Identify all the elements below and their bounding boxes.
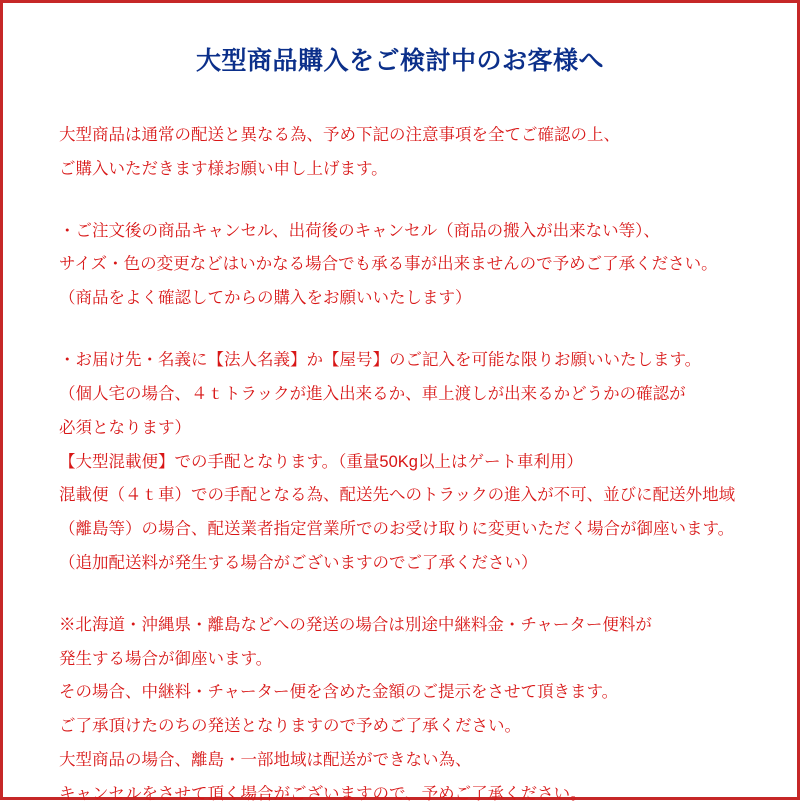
paragraph-intro bbox=[59, 119, 767, 187]
text-line: （追加配送料が発生する場合がございますのでご了承ください） bbox=[59, 553, 538, 572]
text-line: （個人宅の場合、４ｔトラックが進入出来るか、車上渡しが出来るかどうかの確認が bbox=[59, 384, 686, 403]
text-line: ・お届け先・名義に【法人名義】か【屋号】のご記入を可能な限りお願いいたします。 bbox=[59, 351, 702, 370]
paragraph-cancel-policy bbox=[59, 215, 767, 316]
text-line: （商品をよく確認してからの購入をお願いいたします） bbox=[59, 289, 472, 308]
text-line: ・ご注文後の商品キャンセル、出荷後のキャンセル（商品の搬入が出来ない等）、 bbox=[59, 221, 660, 240]
text-line: 大型商品は通常の配送と異なる為、予め下記の注意事項を全てご確認の上、 bbox=[59, 126, 620, 144]
text-line: 大型商品の場合、離島・一部地域は配送ができない為、 bbox=[59, 751, 472, 769]
document-inner bbox=[3, 3, 797, 803]
page-title: 大型商品購入をご検討中のお客様へ bbox=[195, 47, 604, 75]
text-line: ご購入いただきます様お願い申し上げます。 bbox=[59, 159, 388, 178]
text-line: （離島等）の場合、配送業者指定営業所でのお受け取りに変更いただく場合が御座います。 bbox=[59, 520, 735, 539]
text-line: キャンセルをさせて頂く場合がございますので、予めご了承ください。 bbox=[59, 784, 587, 803]
text-line: 発生する場合が御座います。 bbox=[59, 649, 273, 668]
text-line: サイズ・色の変更などはいかなる場合でも承る事が出来ませんので予めご了承ください。 bbox=[59, 255, 718, 274]
text-line: 必須となります） bbox=[59, 418, 191, 437]
paragraph-remote-area bbox=[59, 609, 767, 812]
document-body bbox=[3, 119, 797, 812]
paragraph-delivery-address bbox=[59, 344, 767, 581]
text-line: その場合、中継料・チャーター便を含めた金額のご提示をさせて頂きます。 bbox=[59, 683, 619, 702]
text-line: ご了承頂けたのちの発送となりますので予めご了承ください。 bbox=[59, 717, 521, 736]
text-line: 【大型混載便】での手配となります。（重量50Kg以上はゲート車利用） bbox=[59, 452, 583, 471]
text-line: 混載便（４ｔ車）での手配となる為、配送先へのトラックの進入が不可、並びに配送外地域 bbox=[59, 486, 736, 505]
text-line: ※北海道・沖縄県・離島などへの発送の場合は別途中継料金・チャーター便料が bbox=[59, 615, 652, 634]
